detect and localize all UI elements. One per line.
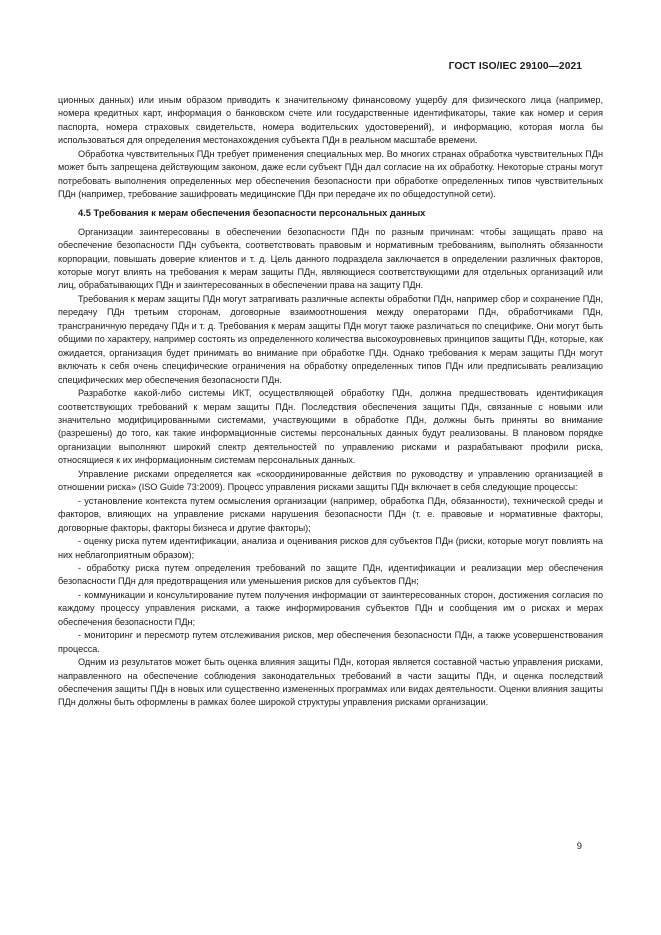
paragraph-impact-assessment: Одним из результатов может быть оценка влияния защиты ПДн, которая является составной частью управления рисками, направленного на обеспечение соблюдения законодательных требований в части защиты ПДн, и оценка последствий обеспечения защиты ПДн в новых или существенно измененных программах или видах деятельности. Оценки влияния защиты ПДн должны быть оформлены в рамках более широкой структуры управления рисками организации.	[58, 657, 603, 708]
paragraph-continuation: ционных данных) или иным образом приводить к значительному финансовому ущербу для физического лица (например, номера кредитных карт, информация о банковском счете или государственные идентификаторы, такие как номер и серия паспорта, номера страховых свидетельств, номера водительских удостоверений), и информацию, которая могла бы использоваться для определения местонахождения субъекта ПДн в реальном масштабе времени.	[58, 95, 603, 146]
paragraph-ict-development: Разработке какой-либо системы ИКТ, осуществляющей обработку ПДн, должна предшествовать идентификация соответствующих требований к мерам защиты ПДн. Последствия обеспечения защиты ПДн, связанные с новыми или значительно модифицированными системами, участвующими в обработке ПДн, должны быть приняты во внимание (разрешены) до того, как такие информационные системы персональных данных будут реализованы. В плановом порядке организации выполняют широкий спектр деятельностей по управлению рисками и разрабатывают профили риска, относящиеся к их информационным системам персональных данных.	[58, 388, 603, 466]
list-item: - оценку риска путем идентификации, анализа и оценивания рисков для субъектов ПДн (риски, которые могут повлиять на них неблагоприятным образом);	[58, 536, 603, 560]
list-item: - установление контекста путем осмысления организации (например, обработка ПДн, обязанности), технической среды и факторов, влияющих на управление рисками нарушения безопасности ПДн (т. е. правовые и нормативные факторы, договорные факторы, факторы бизнеса и другие факторы);	[58, 495, 603, 533]
page-number: 9	[576, 841, 582, 852]
section-heading: 4.5 Требования к мерам обеспечения безопасности персональных данных	[78, 207, 426, 218]
document-id: ГОСТ ISO/IEC 29100—2021	[448, 61, 582, 72]
list-item: - мониторинг и пересмотр путем отслеживания рисков, мер обеспечения безопасности ПДн, а также усовершенствования процесса.	[58, 630, 603, 654]
list-item: - коммуникации и консультирование путем получения информации от заинтересованных сторон, достижения согласия по каждому процессу управления рисками, а также информирования субъектов ПДн и сообщения им о рисках и мерах обеспечения безопасности ПДн;	[58, 589, 603, 627]
paragraph-risk-management: Управление рисками определяется как «скоординированные действия по руководству и управлению организацией в отношении риска» (ISO Guide 73:2009). Процесс управления рисками защиты ПДн включает в себя следующие процессы:	[58, 468, 603, 493]
list-item: - обработку риска путем определения требований по защите ПДн, идентификации и реализации мер обеспечения безопасности ПДн для предотвращения или уменьшения рисков для субъектов ПДн;	[58, 562, 603, 587]
paragraph-organizations: Организации заинтересованы в обеспечении безопасности ПДн по разным причинам: чтобы защищать право на обеспечение безопасности ПДн субъекта, соответствовать правовым и нормативным требованиям, выполнять обязанности корпорации, повышать доверие клиентов и т. д. Цель данного подраздела заключается в определении различных факторов, которые могут влиять на требования к мерам защиты ПДн, являющиеся соответствующими для отдельных организаций или лиц, обрабатывающих ПДн и заинтересованных в обеспечении права на защиту ПДн.	[58, 226, 603, 291]
page-body	[58, 94, 603, 710]
paragraph-sensitive-pii: Обработка чувствительных ПДн требует применения специальных мер. Во многих странах обработка чувствительных ПДн может быть запрещена действующим законом, даже если субъект ПДн дал согласие на их обработку. Некоторые страны могут потребовать выполнения определенных мер обеспечения безопасности при обработке определенных типов чувствительных ПДн (например, требование зашифровать медицинские ПДн при передаче их по общедоступной сети).	[58, 148, 603, 200]
paragraph-requirements: Требования к мерам защиты ПДн могут затрагивать различные аспекты обработки ПДн, например сбор и сохранение ПДн, передачу ПДн третьим сторонам, договорные взаимоотношения между операторами ПДн, обработчиками ПДн, трансграничную передачу ПДн и т. д. Требования к мерам защиты ПДн могут также различаться по специфике. Они могут быть общими по характеру, например состоять из определенного количества высокоуровневых принципов защиты ПДн, которые, как ожидается, организация будет принимать во внимание при обработке ПДн. Однако требования к мерам защиты ПДн могут включать к себя очень специфические ограничения на обработку определенных типов ПДн или предписывать реализацию специфических мер обеспечения безопасности ПДн.	[58, 293, 603, 385]
